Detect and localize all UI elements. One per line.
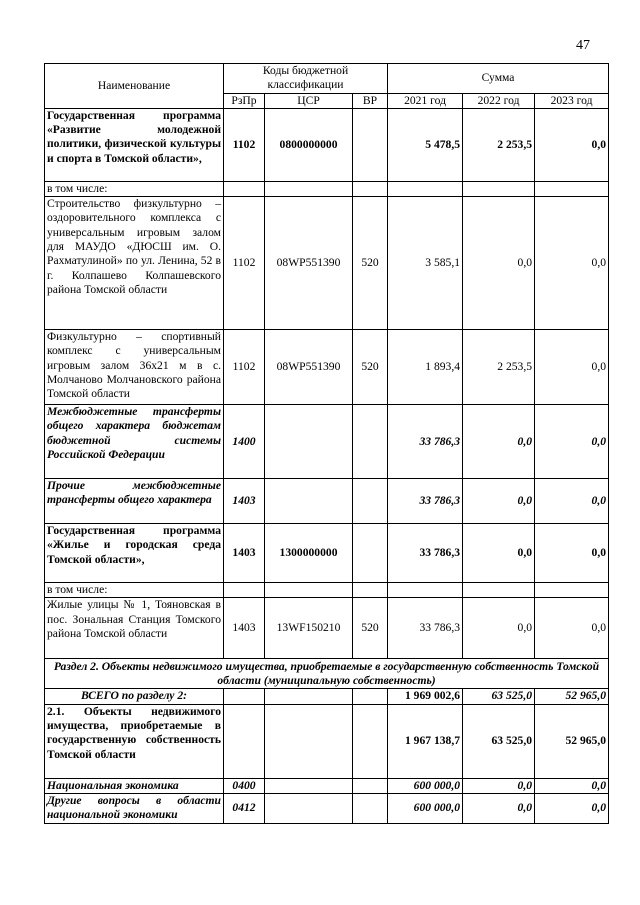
row-2022: 2 253,5 [463, 108, 535, 181]
row-2023: 0,0 [535, 794, 609, 824]
header-codes-group: Коды бюджетной классификации [224, 64, 388, 94]
row-vr: 520 [353, 330, 388, 405]
row-2021: 33 786,3 [388, 598, 463, 659]
row-name: Жилые улицы № 1, Тояновская в пос. Зональная Станция Томского района Томской области [45, 598, 224, 659]
row-2023: 0,0 [535, 405, 609, 479]
table-row [45, 689, 609, 704]
header-name: Наименование [45, 64, 224, 109]
row-2022: 0,0 [463, 598, 535, 659]
row-rzpr: 1403 [224, 524, 265, 583]
row-2022: 0,0 [463, 405, 535, 479]
row-2022: 2 253,5 [463, 330, 535, 405]
table-row [45, 197, 609, 330]
row-2021: 3 585,1 [388, 197, 463, 330]
header-csr: ЦСР [265, 93, 353, 108]
row-2021: 600 000,0 [388, 794, 463, 824]
row-name: Государственная программа «Жилье и городская среда Томской области», [45, 524, 224, 583]
row-2021: 1 969 002,6 [388, 689, 463, 704]
table-row [45, 704, 609, 778]
row-vr [353, 108, 388, 181]
row-name: Физкультурно – спортивный комплекс с универсальным игровым залом 36х21 м в с. Молчаново Молчановского района Томской области [45, 330, 224, 405]
row-2022: 63 525,0 [463, 689, 535, 704]
row-csr: 1300000000 [265, 524, 353, 583]
row-2022: 63 525,0 [463, 704, 535, 778]
row-2021: 600 000,0 [388, 778, 463, 793]
row-csr: 08WP551390 [265, 330, 353, 405]
table-row [45, 778, 609, 793]
row-2021: 33 786,3 [388, 405, 463, 479]
row-name: 2.1. Объекты недвижимого имущества, приобретаемые в государственную собственность Томской области [45, 704, 224, 778]
row-2023: 0,0 [535, 778, 609, 793]
table-row [45, 794, 609, 824]
row-2022: 0,0 [463, 778, 535, 793]
row-rzpr: 1102 [224, 108, 265, 181]
row-csr: 0800000000 [265, 108, 353, 181]
row-name: Прочие межбюджетные трансферты общего характера [45, 479, 224, 524]
row-name: ВСЕГО по разделу 2: [45, 689, 224, 704]
section-row [45, 659, 609, 689]
row-vr: 520 [353, 197, 388, 330]
page-number: 47 [576, 38, 590, 53]
row-name: Национальная экономика [45, 778, 224, 793]
row-2021: 1 893,4 [388, 330, 463, 405]
row-rzpr: 1102 [224, 197, 265, 330]
row-name: в том числе: [45, 583, 224, 598]
row-name: Межбюджетные трансферты общего характера бюджетам бюджетной системы Российской Федерации [45, 405, 224, 479]
row-2023: 0,0 [535, 108, 609, 181]
row-2022: 0,0 [463, 524, 535, 583]
header-2022: 2022 год [463, 93, 535, 108]
row-2021: 33 786,3 [388, 479, 463, 524]
row-rzpr: 1102 [224, 330, 265, 405]
table-row [45, 598, 609, 659]
table-row [45, 330, 609, 405]
row-2023: 0,0 [535, 479, 609, 524]
row-2023: 0,0 [535, 330, 609, 405]
row-rzpr: 0400 [224, 778, 265, 793]
section-title: Раздел 2. Объекты недвижимого имущества, приобретаемые в государственную собственность Томской области (муниципальную собственность) [45, 659, 609, 689]
row-2021: 5 478,5 [388, 108, 463, 181]
header-sum-group: Сумма [388, 64, 609, 94]
header-2021: 2021 год [388, 93, 463, 108]
row-csr: 08WP551390 [265, 197, 353, 330]
row-name: Другие вопросы в области национальной экономики [45, 794, 224, 824]
row-2021: 33 786,3 [388, 524, 463, 583]
table-row [45, 479, 609, 524]
row-csr: 13WF150210 [265, 598, 353, 659]
table-row [45, 405, 609, 479]
header-rzpr: РзПр [224, 93, 265, 108]
row-rzpr: 1400 [224, 405, 265, 479]
budget-table [44, 63, 609, 824]
row-rzpr: 0412 [224, 794, 265, 824]
header-vr: ВР [353, 93, 388, 108]
row-2023: 52 965,0 [535, 704, 609, 778]
header-2023: 2023 год [535, 93, 609, 108]
table-row [45, 108, 609, 181]
row-2023: 0,0 [535, 197, 609, 330]
row-2023: 52 965,0 [535, 689, 609, 704]
header-row-1 [45, 64, 609, 94]
row-name: Государственная программа «Развитие молодежной политики, физической культуры и спорта в Томской области», [45, 108, 224, 181]
table-row [45, 524, 609, 583]
row-rzpr: 1403 [224, 598, 265, 659]
row-2022: 0,0 [463, 197, 535, 330]
row-vr: 520 [353, 598, 388, 659]
table-row [45, 181, 609, 196]
row-2023: 0,0 [535, 598, 609, 659]
row-name: Строительство физкультурно – оздоровительного комплекса с универсальным игровым залом для МАУДО «ДЮСШ им. О. Рахматулиной» по ул. Ленина, 52 в г. Колпашево Колпашевского района Томской области [45, 197, 224, 330]
table-row [45, 583, 609, 598]
row-name: в том числе: [45, 181, 224, 196]
row-rzpr: 1403 [224, 479, 265, 524]
row-2022: 0,0 [463, 794, 535, 824]
row-2023: 0,0 [535, 524, 609, 583]
row-2022: 0,0 [463, 479, 535, 524]
row-2021: 1 967 138,7 [388, 704, 463, 778]
